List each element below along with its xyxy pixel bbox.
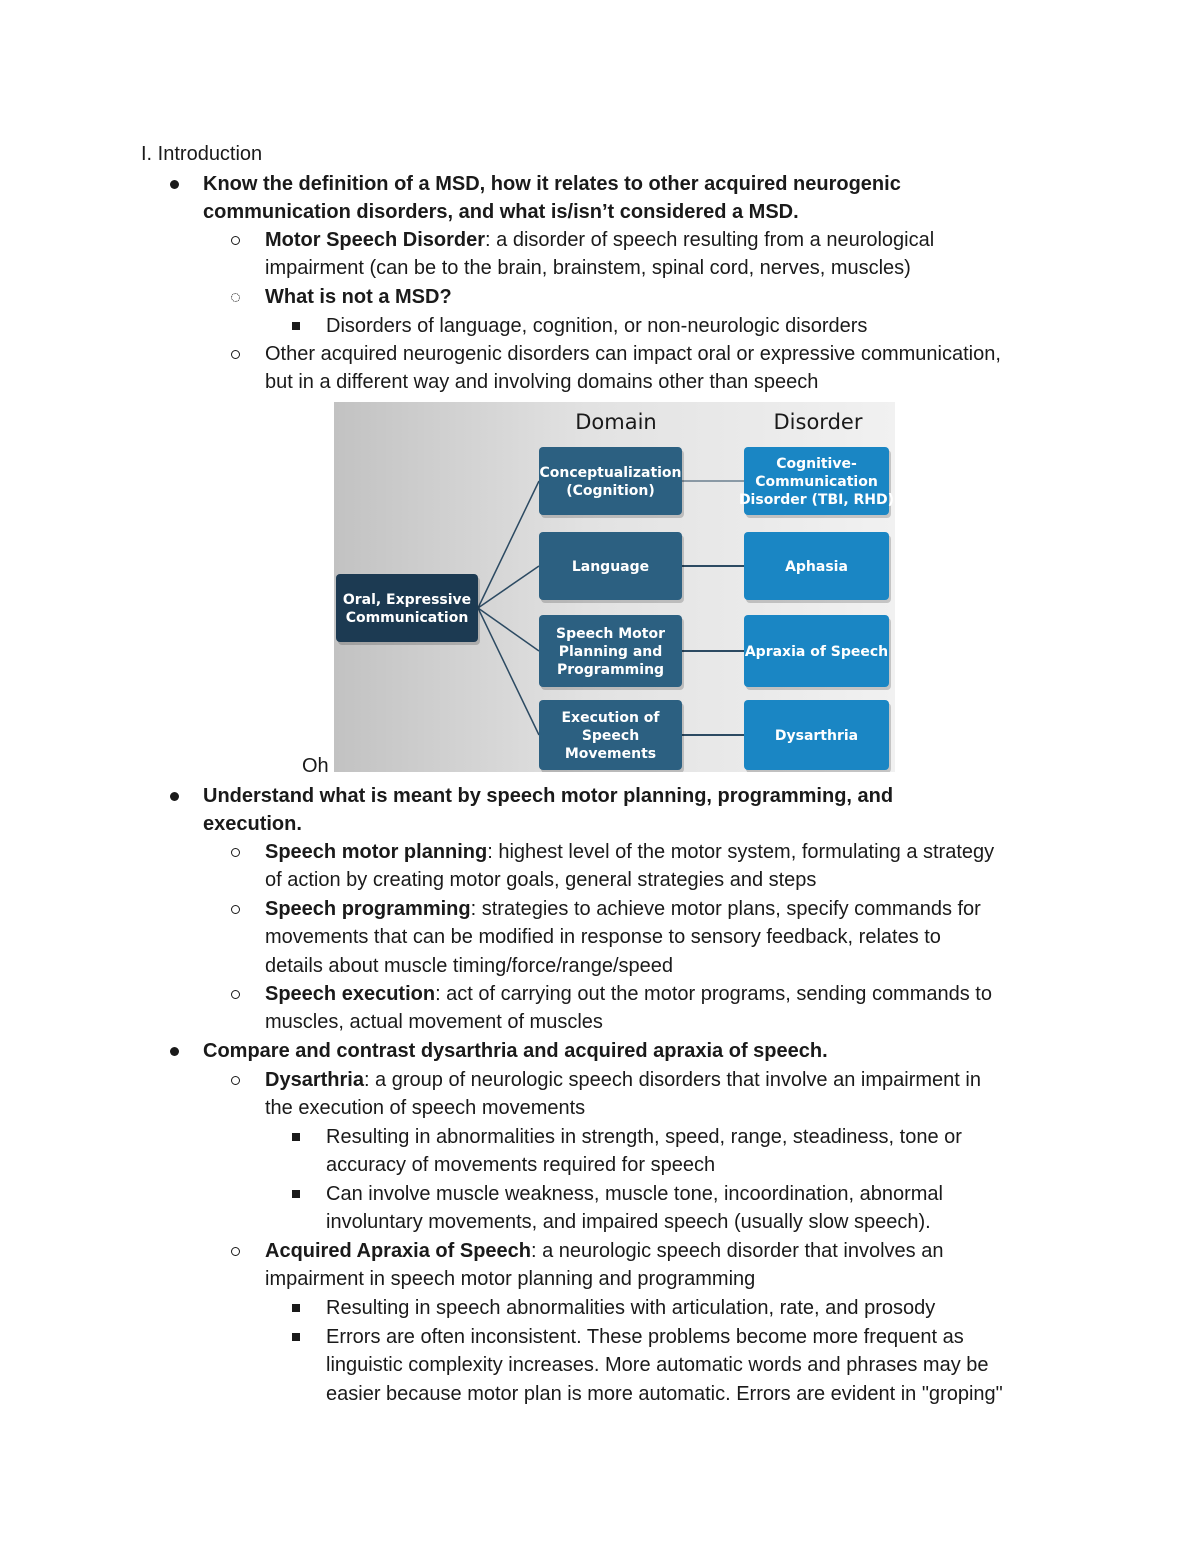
execution-term: Speech execution	[265, 983, 436, 1005]
dysarthria-definition-line2: the execution of speech movements	[265, 1097, 586, 1119]
execution-definition-line2: muscles, actual movement of muscles	[265, 1011, 603, 1033]
domain-node-0-box	[539, 447, 682, 515]
disorder-node-0	[739, 447, 894, 518]
square-bullet	[292, 1133, 300, 1141]
root-node-label: Oral, Expressive	[342, 591, 472, 608]
aos-item1: Resulting in speech abnormalities with articulation, rate, and prosody	[326, 1297, 936, 1319]
domain-node-0-label: (Cognition)	[566, 482, 655, 499]
sub-bullet-circle	[231, 905, 240, 914]
msd-term: Motor Speech Disorder	[265, 229, 486, 251]
aos-definition-text: : a neurologic speech disorder that involves an	[531, 1240, 944, 1262]
planning-definition-line1	[265, 838, 994, 866]
domain-node-3-label: Execution of	[561, 709, 660, 726]
objective-msd-line2: communication disorders, and what is/isn’t considered a MSD.	[203, 201, 799, 223]
execution-definition-line1	[265, 980, 992, 1008]
disorder-node-2	[744, 615, 891, 690]
sub-bullet-circle	[231, 293, 240, 302]
disorder-header: Disorder	[773, 410, 863, 434]
domain-node-0	[539, 447, 684, 518]
domain-node-3-label: Movements	[564, 745, 657, 762]
msd-definition-text: : a disorder of speech resulting from a neurological	[485, 229, 935, 251]
disorder-node-1-label: Aphasia	[785, 558, 848, 575]
sub-bullet-circle	[231, 990, 240, 999]
sub-bullet-circle	[231, 1247, 240, 1256]
domain-node-3-label: Speech	[581, 727, 640, 744]
programming-definition-line3: details about muscle timing/force/range/speed	[265, 955, 674, 977]
sub-bullet-circle	[231, 236, 240, 245]
domain-node-0-label: Conceptualization	[539, 464, 682, 481]
disorder-node-3	[744, 700, 891, 772]
domain-node-2-label: Speech Motor	[556, 625, 665, 642]
programming-definition-text: : strategies to achieve motor plans, specify commands for	[470, 898, 981, 920]
root-node	[336, 574, 480, 645]
disorder-node-3-label: Dysarthria	[774, 727, 859, 744]
programming-term: Speech programming	[265, 898, 471, 920]
sub-bullet-circle	[231, 350, 240, 359]
other-disorders-line2: but in a different way and involving domains other than speech	[265, 371, 819, 393]
domain-node-2-label: Programming	[556, 661, 665, 678]
execution-definition-text: : act of carrying out the motor programs, sending commands to	[435, 983, 992, 1005]
square-bullet	[292, 322, 300, 330]
disorder-node-0-label: Disorder (TBI, RHD)	[738, 491, 895, 508]
objective-planning-line2: execution.	[203, 813, 302, 835]
root-node-label: Communication	[345, 609, 469, 626]
msd-definition-line2: impairment (can be to the brain, brainstem, spinal cord, nerves, muscles)	[265, 257, 911, 279]
dysarthria-item2-line2: involuntary movements, and impaired speech (usually slow speech).	[326, 1211, 931, 1233]
aos-definition-line1	[265, 1237, 943, 1265]
domain-node-2	[539, 615, 684, 690]
dysarthria-definition-text: : a group of neurologic speech disorders that involve an impairment in	[363, 1069, 981, 1091]
aos-item2-line2: linguistic complexity increases. More automatic words and phrases may be	[326, 1354, 989, 1376]
not-msd-item: Disorders of language, cognition, or non-neurologic disorders	[326, 315, 868, 337]
section-heading: I. Introduction	[141, 143, 263, 165]
domain-node-2-label: Planning and	[558, 643, 663, 660]
bullet-dot	[170, 792, 179, 801]
objective-msd-line1: Know the definition of a MSD, how it relates to other acquired neurogenic	[203, 173, 901, 195]
disorder-node-0-label: Cognitive-	[776, 455, 857, 472]
aos-definition-line2: impairment in speech motor planning and programming	[265, 1268, 756, 1290]
square-bullet	[292, 1190, 300, 1198]
other-disorders-line1: Other acquired neurogenic disorders can impact oral or expressive communication,	[265, 343, 1001, 365]
aos-term: Acquired Apraxia of Speech	[265, 1240, 531, 1262]
aos-item2-line3: easier because motor plan is more automatic. Errors are evident in "groping"	[326, 1383, 1003, 1405]
domain-node-1	[539, 532, 684, 603]
bullet-dot	[170, 180, 179, 189]
bullet-dot	[170, 1047, 179, 1056]
domain-node-1-label: Language	[571, 558, 650, 575]
domain-node-3	[539, 700, 684, 772]
objective-compare-line1: Compare and contrast dysarthria and acquired apraxia of speech.	[203, 1040, 828, 1062]
programming-definition-line2: movements that can be modified in response to sensory feedback, relates to	[265, 926, 941, 948]
domain-disorder-diagram	[334, 402, 895, 772]
dysarthria-item1-line2: accuracy of movements required for speech	[326, 1154, 716, 1176]
dysarthria-term: Dysarthria	[265, 1069, 364, 1091]
dysarthria-definition-line1	[265, 1066, 981, 1094]
msd-definition-line1	[265, 226, 934, 254]
stray-text-oh: Oh	[302, 755, 329, 777]
dysarthria-item1-line1: Resulting in abnormalities in strength, speed, range, steadiness, tone or	[326, 1126, 962, 1148]
not-msd-question: What is not a MSD?	[265, 286, 452, 308]
planning-term: Speech motor planning	[265, 841, 488, 863]
disorder-node-2-label: Apraxia of Speech	[744, 643, 889, 660]
square-bullet	[292, 1304, 300, 1312]
programming-definition-line1	[265, 895, 981, 923]
sub-bullet-circle	[231, 1076, 240, 1085]
dysarthria-item2-line1: Can involve muscle weakness, muscle tone, incoordination, abnormal	[326, 1183, 943, 1205]
planning-definition-line2: of action by creating motor goals, general strategies and steps	[265, 869, 817, 891]
square-bullet	[292, 1333, 300, 1341]
planning-definition-text: : highest level of the motor system, formulating a strategy	[487, 841, 995, 863]
objective-planning-line1: Understand what is meant by speech motor planning, programming, and	[203, 785, 894, 807]
aos-item2-line1: Errors are often inconsistent. These problems become more frequent as	[326, 1326, 964, 1348]
disorder-node-1	[744, 532, 891, 603]
domain-header: Domain	[575, 410, 657, 434]
disorder-node-0-label: Communication	[755, 473, 878, 490]
root-node-box	[336, 574, 478, 642]
sub-bullet-circle	[231, 848, 240, 857]
